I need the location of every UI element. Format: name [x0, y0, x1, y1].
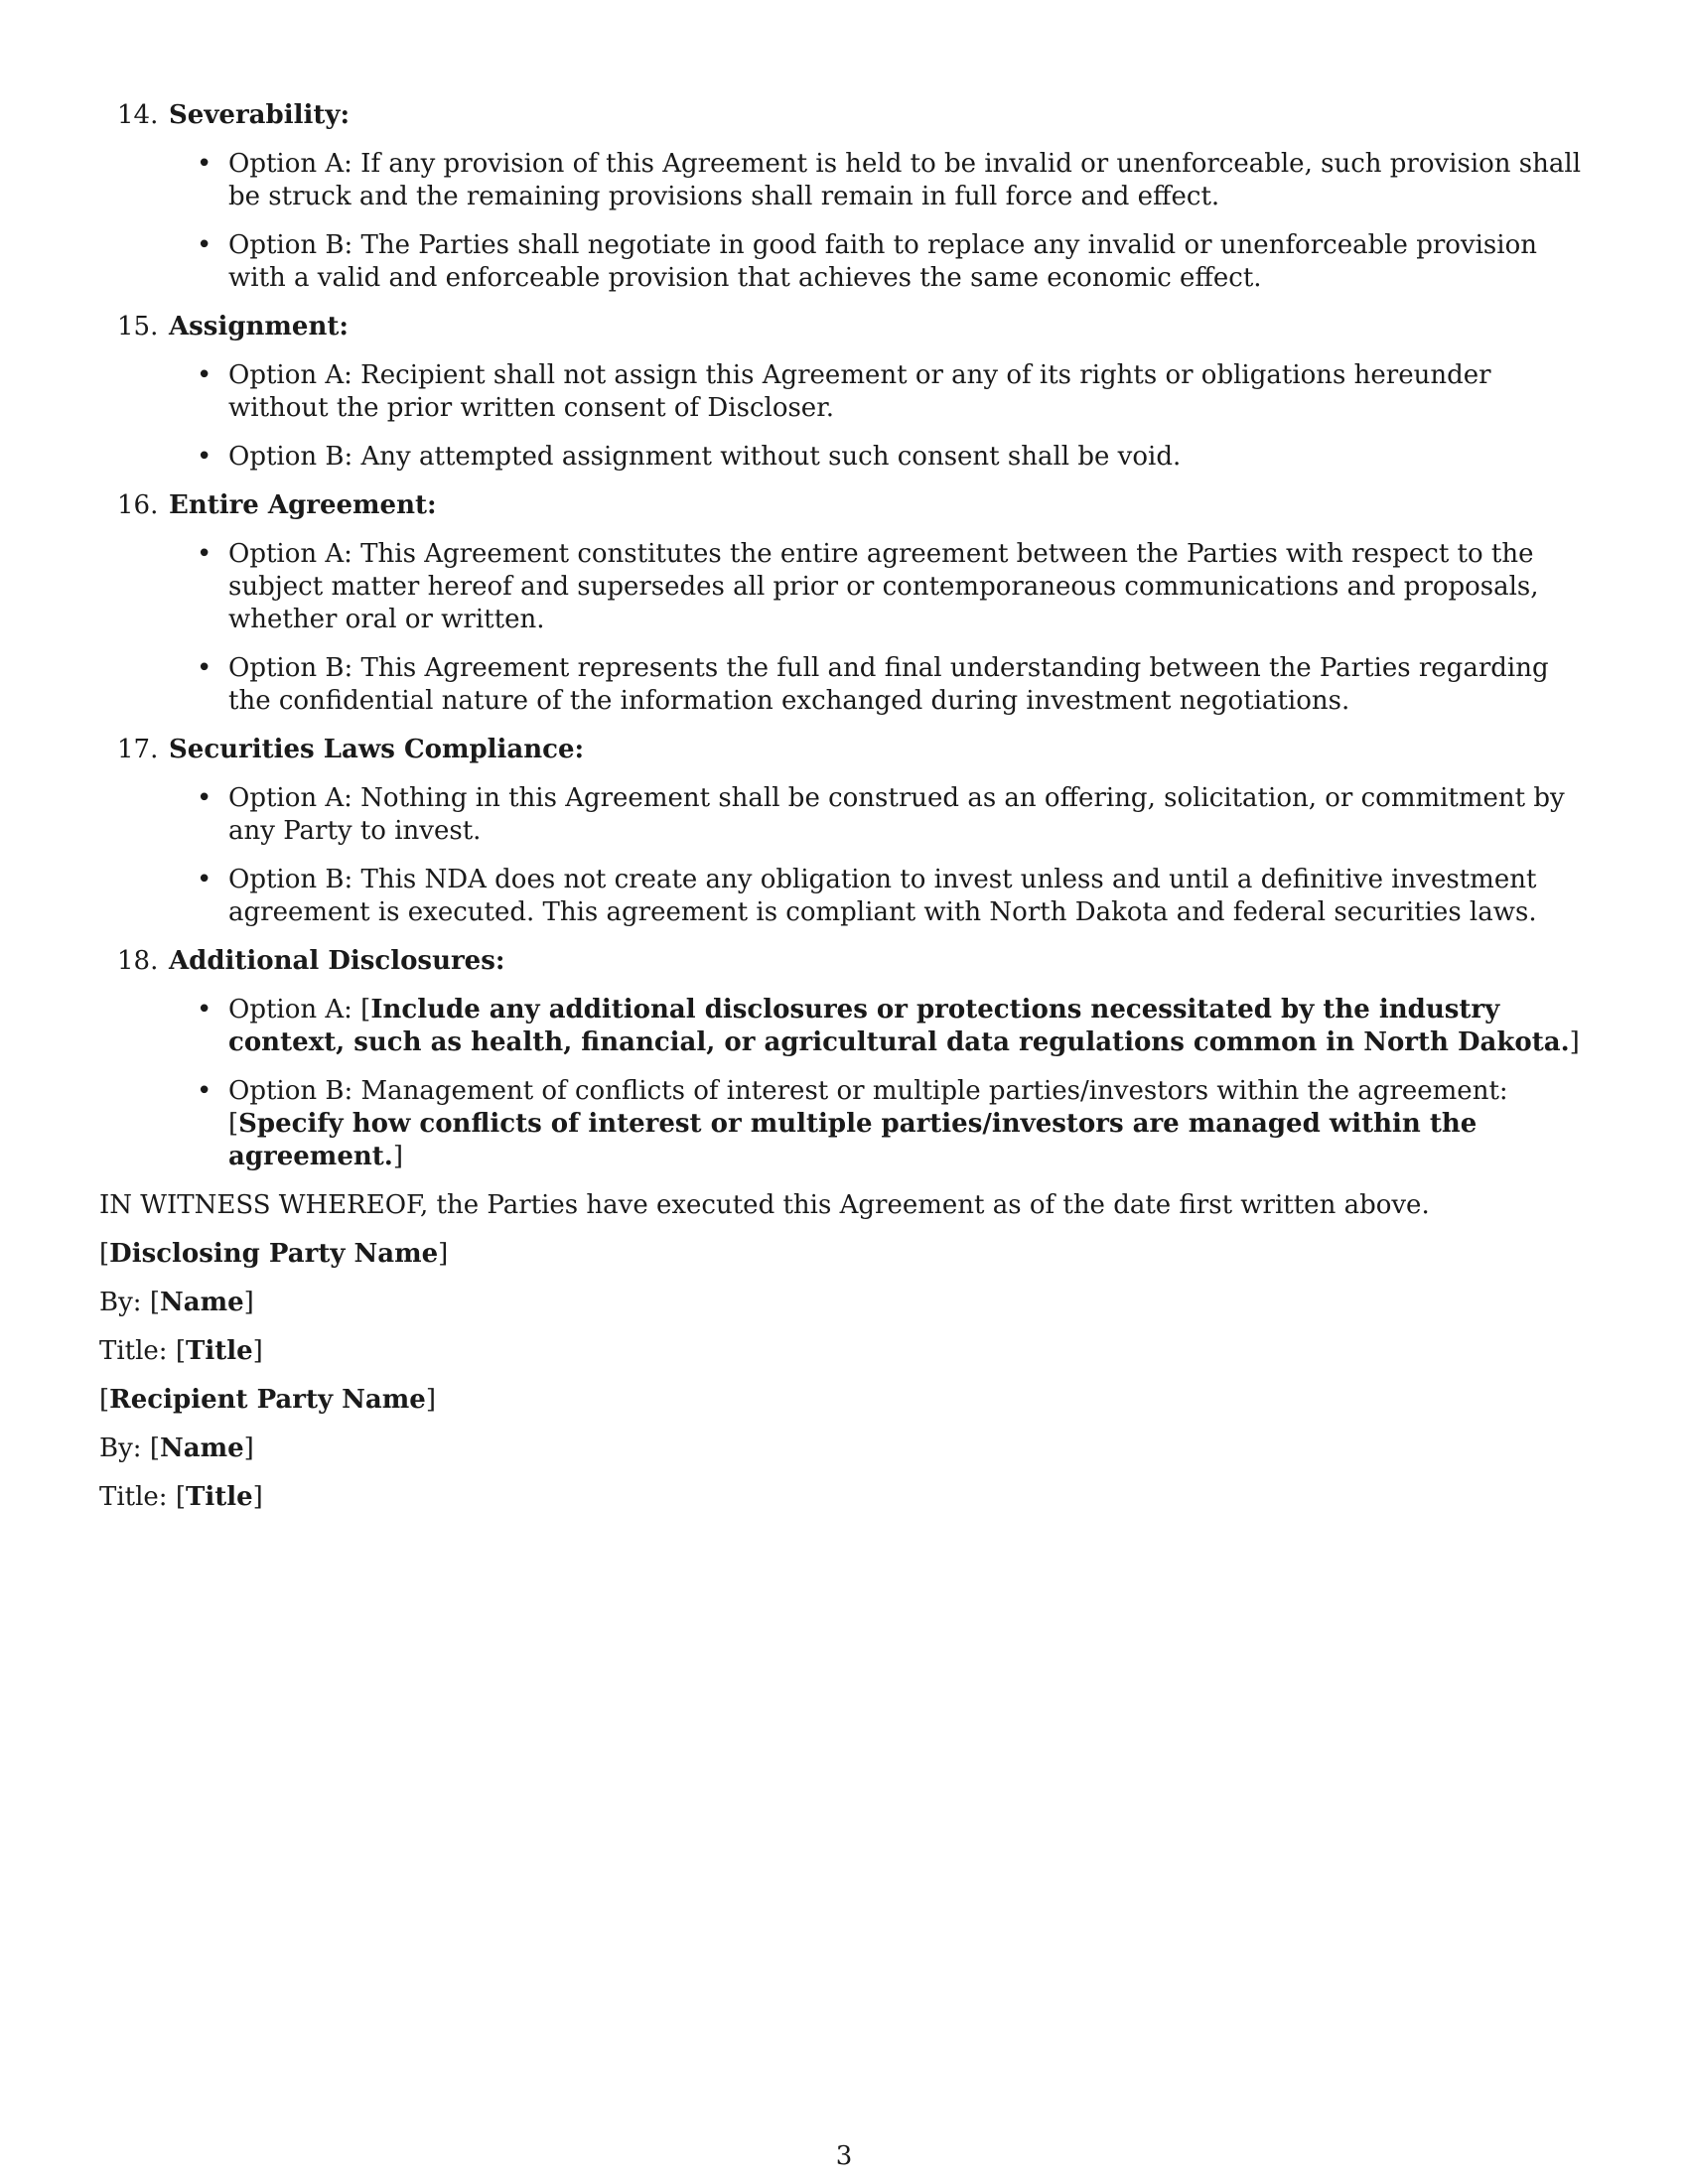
bullet-icon: •: [197, 1076, 212, 1106]
clause-section: [99, 489, 1589, 718]
option-placeholder: Specify how conflicts of interest or multiple parties/investors are managed within the agreement.: [228, 1109, 1477, 1171]
bullet-icon: •: [197, 653, 212, 683]
option-list: [99, 538, 1589, 718]
option-list: [99, 148, 1589, 295]
bullet-icon: •: [197, 442, 212, 472]
clause-title: Entire Agreement:: [169, 490, 437, 520]
disclosing-signature-block: [99, 1238, 1589, 1368]
option-item: [99, 148, 1589, 213]
option-text: Option B: Management of conflicts of interest or multiple parties/investors within the agreement: [: [228, 1076, 1508, 1139]
option-item: [99, 441, 1589, 474]
clause-number: 18.: [117, 946, 159, 976]
clause-section: [99, 311, 1589, 474]
title-label: Title:: [99, 1336, 168, 1366]
clause-title: Severability:: [169, 100, 351, 130]
clause-title: Additional Disclosures:: [169, 946, 505, 976]
option-suffix: ]: [392, 1142, 403, 1171]
option-text: Option B: The Parties shall negotiate in good faith to replace any invalid or unenforceable provision with a valid and enforceable provision that achieves the same economic effect.: [228, 230, 1537, 293]
option-text: Option A: This Agreement constitutes the entire agreement between the Parties with respect to the subject matter hereof and supersedes all prior or contemporaneous communications and proposals, whether oral or written.: [228, 539, 1539, 634]
recipient-party-name: [Recipient Party Name]: [99, 1385, 436, 1415]
title-placeholder: Title: [186, 1336, 253, 1366]
option-list: [99, 782, 1589, 929]
clause-heading: [99, 99, 1589, 132]
clause-heading: [99, 945, 1589, 978]
bullet-icon: •: [197, 865, 212, 894]
clause-list: [99, 99, 1589, 1173]
clause-number: 14.: [117, 100, 159, 130]
option-item: [99, 229, 1589, 295]
bullet-icon: •: [197, 149, 212, 179]
clause-number: 17.: [117, 735, 159, 764]
document-page: [99, 99, 1589, 1530]
option-item: [99, 782, 1589, 848]
disclosing-party-name: [Disclosing Party Name]: [99, 1239, 449, 1269]
witness-statement: IN WITNESS WHEREOF, the Parties have executed this Agreement as of the date first written above.: [99, 1190, 1430, 1220]
option-item: [99, 864, 1589, 929]
option-text: Option A: Nothing in this Agreement shall be construed as an offering, solicitation, or commitment by any Party to invest.: [228, 783, 1565, 846]
bullet-icon: •: [197, 360, 212, 390]
title-placeholder: Title: [186, 1482, 253, 1512]
option-text: Option B: Any attempted assignment without such consent shall be void.: [228, 442, 1182, 472]
by-label: By:: [99, 1288, 142, 1317]
clause-section: [99, 734, 1589, 929]
option-text: Option B: This Agreement represents the full and final understanding between the Parties regarding the confidential nature of the information exchanged during investment negotiations.: [228, 653, 1549, 716]
clause-heading: [99, 734, 1589, 766]
option-text: Option A: If any provision of this Agreement is held to be invalid or unenforceable, such provision shall be struck and the remaining provisions shall remain in full force and effect.: [228, 149, 1582, 211]
option-item: [99, 1075, 1589, 1173]
option-placeholder: Include any additional disclosures or protections necessitated by the industry context, such as health, financial, or agricultural data regulations common in North Dakota.: [228, 995, 1570, 1057]
name-placeholder: Name: [159, 1288, 244, 1317]
option-list: [99, 359, 1589, 474]
clause-title: Assignment:: [169, 312, 349, 341]
clause-section: [99, 99, 1589, 295]
clause-heading: [99, 489, 1589, 522]
option-text: Option A: Recipient shall not assign this Agreement or any of its rights or obligations hereunder without the prior written consent of Discloser.: [228, 360, 1491, 423]
option-item: [99, 652, 1589, 718]
bullet-icon: •: [197, 539, 212, 569]
bullet-icon: •: [197, 995, 212, 1024]
option-text: Option B: This NDA does not create any obligation to invest unless and until a definitive investment agreement is executed. This agreement is compliant with North Dakota and federal securities laws.: [228, 865, 1537, 927]
clause-heading: [99, 311, 1589, 343]
bullet-icon: •: [197, 783, 212, 813]
recipient-party-placeholder: Recipient Party Name: [109, 1385, 426, 1415]
option-item: [99, 994, 1589, 1059]
option-text: Option A: [: [228, 995, 371, 1024]
title-label: Title:: [99, 1482, 168, 1512]
name-placeholder: Name: [159, 1433, 244, 1463]
recipient-signature-block: [99, 1384, 1589, 1514]
recipient-by-line: By: [Name]: [99, 1433, 254, 1463]
clause-number: 16.: [117, 490, 159, 520]
clause-number: 15.: [117, 312, 159, 341]
bullet-icon: •: [197, 230, 212, 260]
option-item: [99, 359, 1589, 425]
option-list: [99, 994, 1589, 1173]
disclosing-party-placeholder: Disclosing Party Name: [109, 1239, 439, 1269]
clause-section: [99, 945, 1589, 1173]
recipient-title-line: Title: [Title]: [99, 1482, 263, 1512]
clause-title: Securities Laws Compliance:: [169, 735, 585, 764]
disclosing-by-line: By: [Name]: [99, 1288, 254, 1317]
option-item: [99, 538, 1589, 636]
by-label: By:: [99, 1433, 142, 1463]
disclosing-title-line: Title: [Title]: [99, 1336, 263, 1366]
page-number: 3: [835, 2141, 853, 2171]
option-suffix: ]: [1569, 1027, 1580, 1057]
